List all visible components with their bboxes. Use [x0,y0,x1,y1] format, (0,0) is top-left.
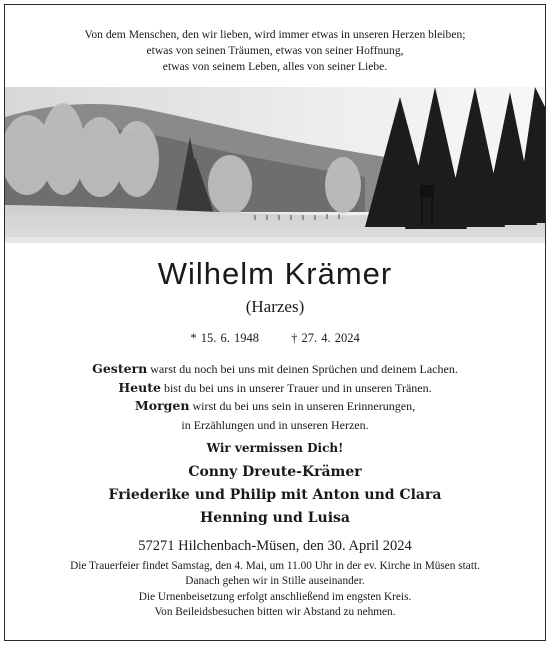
notice-line: Danach gehen wir in Stille auseinander. [185,575,365,588]
mourner-name: Conny Dreute-Krämer [188,464,362,480]
obituary-notice [4,4,546,641]
notice-line: Von Beileidsbesuchen bitten wir Abstand zu nehmen. [154,605,396,618]
verse-line [5,379,545,398]
life-dates [5,330,545,346]
mourner-name: Friederike und Philip mit Anton und Clara [108,487,442,503]
miss-line: Wir vermissen Dich! [206,441,344,455]
place-and-date: 57271 Hilchenbach-Müsen, den 30. April 2024 [138,538,412,554]
landscape-photo [5,87,545,243]
verse-line [5,360,545,379]
notice-line: Die Urnenbeisetzung erfolgt anschließend im engsten Kreis. [138,590,412,603]
verse-line [5,397,545,416]
verse-keyword: Morgen [134,398,190,413]
notice-line: Die Trauerfeier findet Samstag, den 4. Mai, um 11.00 Uhr in der ev. Kirche in Müsen statt. [70,560,480,572]
memorial-quote [5,27,545,75]
mourner-name: Henning und Luisa [200,510,350,526]
verse-keyword: Gestern [92,361,148,376]
verse-text: warst du noch bei uns mit deinen Sprüchen und deinem Lachen. [147,362,458,376]
verse-line [5,416,545,435]
death-date: † 27. 4. 2024 [291,331,360,345]
deceased-nickname: (Harzes) [245,297,305,316]
verse-text: in Erzählungen und in unseren Herzen. [181,417,369,432]
verse-keyword: Heute [118,379,161,395]
memorial-verse [5,360,545,434]
deceased-name: Wilhelm Krämer [157,256,393,291]
quote-line: Von dem Menschen, den wir lieben, wird immer etwas in unseren Herzen bleiben; [84,28,466,41]
verse-text: wirst du bei uns sein in unseren Erinnerungen, [189,399,416,413]
birth-date: * 15. 6. 1948 [190,331,259,345]
verse-text: bist du bei uns in unserer Trauer und in unseren Tränen. [160,380,432,395]
quote-line: etwas von seinen Träumen, etwas von seiner Hoffnung, [146,44,404,57]
mourners-list [5,461,545,530]
quote-line: etwas von seinem Leben, alles von seiner Liebe. [162,60,388,73]
funeral-notice [5,559,545,620]
